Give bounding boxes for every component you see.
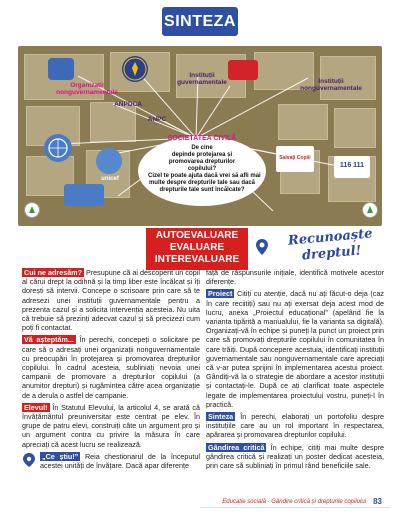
tag-cui-ne-adresam: Cui ne adresăm?	[24, 268, 82, 277]
government-emblem-icon	[122, 56, 148, 82]
civil-society-diagram	[18, 46, 382, 226]
label-societatea-civila: SOCIETATEA CIVILĂ	[167, 135, 237, 142]
tag-ce-stiu: „Ce știu!”	[42, 451, 79, 461]
paragraph-gandirea-critica: Gândirea critică În echipe, citiți mai multe despre gândirea critică și realizați un poster dedicat acesteia, prin care să subliniați în primul rând beneficiile sale.	[206, 442, 384, 471]
tag-gandirea-critica: Gândirea critică	[208, 442, 265, 452]
label-institutii-nonguvernamentale: Instituții nonguvernamentale	[300, 78, 362, 92]
label-anpdca: ANPDCA	[114, 101, 142, 108]
paragraph-cui-ne-adresam: Cui ne adresăm? Presupune că ai descoperit un copil al cărui drept la odihnă și la timp liber este încălcat și îți dorești să intervii. Concepe o scrisoare prin care să te adresezi unei instituții guvernamentale pentru a prezenta cazul și a solicita intervenția acesteia. Nu uita că trebuie să prezinți adecvat cazul și să precizezi cum poți fi contactat.	[22, 268, 200, 333]
footer-text: Educație socială · Gândire critică și drepturile copilului	[222, 499, 366, 505]
label-anpc: ANPC	[147, 116, 167, 123]
tag-sinteza: Sinteza	[208, 412, 234, 422]
eu-logo-icon	[64, 184, 104, 206]
map-sign-right-icon	[362, 202, 378, 218]
label-ong: Organizații nonguvernamentale	[56, 82, 118, 96]
un-emblem-icon	[44, 134, 72, 162]
save-the-children-logo: Salvați Copiii	[276, 146, 314, 172]
paragraph-elevul: Elevul! În Statutul Elevului, la articolul 4, se arată că învățământul preuniversitar este centrat pe elev. În grupe de patru elevi, construiți câte un argument pro și un argument contra cu privire la măsura în care apreciați că acest lucru se realizează.	[22, 402, 200, 449]
institution-logo-icon	[228, 60, 258, 80]
paragraph-va-asteptam: Vă așteptăm... În perechi, concepeți o solicitare pe care să o adresați unei organizații nonguvernamentale cu preocupări în protejarea și promovarea drepturilor copilului. În cadrul acesteia, subliniați nevoia unei campanii de promovare a drepturilor copilului (a anumitor drepturi) și rugămintea către acea organizație de a derula o astfel de campanie.	[22, 335, 200, 400]
unicef-label: unicef	[101, 176, 119, 182]
location-pin-icon-small	[22, 452, 36, 468]
section-heading-evaluare: AUTOEVALUARE EVALUARE INTEREVALUARE	[146, 228, 248, 270]
right-column	[206, 268, 384, 473]
footer-divider	[200, 507, 390, 508]
page-title: SINTEZA	[162, 7, 238, 36]
organization-logo-icon	[48, 58, 74, 80]
page-number: 83	[373, 497, 382, 506]
paragraph-continuation: față de răspunsurile inițiale, identifică motivele acestor diferențe.	[206, 268, 384, 287]
label-institutii-guvernamentale: Instituții guvernamentale	[177, 72, 227, 86]
tag-va-asteptam: Vă așteptăm...	[24, 335, 74, 345]
hotline-logo: 116 111	[334, 156, 370, 178]
tag-elevul: Elevul!	[24, 402, 48, 412]
location-pin-icon	[255, 238, 269, 256]
center-question-text: De cine depinde protejarea și promovarea drepturilor copilului? Cizel te poate ajuta dacă vrei să afli mai multe despre drepturile tale sau dacă drepturile tale sunt încălcate?	[148, 145, 261, 193]
paragraph-ce-stiu: „Ce știu!” Reia chestionarul de la începutul acestei unități de învățare. Dacă apar diferențe	[22, 452, 200, 470]
paragraph-proiect: Proiect Citiți cu atenție, dacă nu ați făcut-o deja (caz în care reciitiți) sau nu ați exersat deja acest mod de lucru, anexa „Proiectul educațional” (apelând fie la varianta tipărită a manualului, fie la varianta sa digitală). Organizați-vă în echipe și puneți la punct un proiect prin care să promovați drepturile copilului în comunitatea în care trăiți. După concepere acestuia, identificați instituții guvernamentale sau nonguvernamentale care apreciați că v-ar putea sprijini în implementarea acestui proiect. Gândiți-vă la o strategie de abordare a acestor instituții și contactați-le. După ce ați clarificat toate aspectele legate de implementarea proiectului vostru, puneți-l în practică.	[206, 289, 384, 409]
left-column	[22, 268, 200, 473]
paragraph-sinteza: Sinteza În perechi, elaborați un portofoliu despre instituțiile care au un rol important în respectarea, apărarea și promovarea drepturilor copilului.	[206, 412, 384, 440]
slogan-text: Recunoaște dreptul!	[287, 226, 374, 264]
unicef-icon	[96, 148, 122, 174]
tag-proiect: Proiect	[208, 289, 233, 299]
map-sign-left-icon	[24, 202, 40, 218]
